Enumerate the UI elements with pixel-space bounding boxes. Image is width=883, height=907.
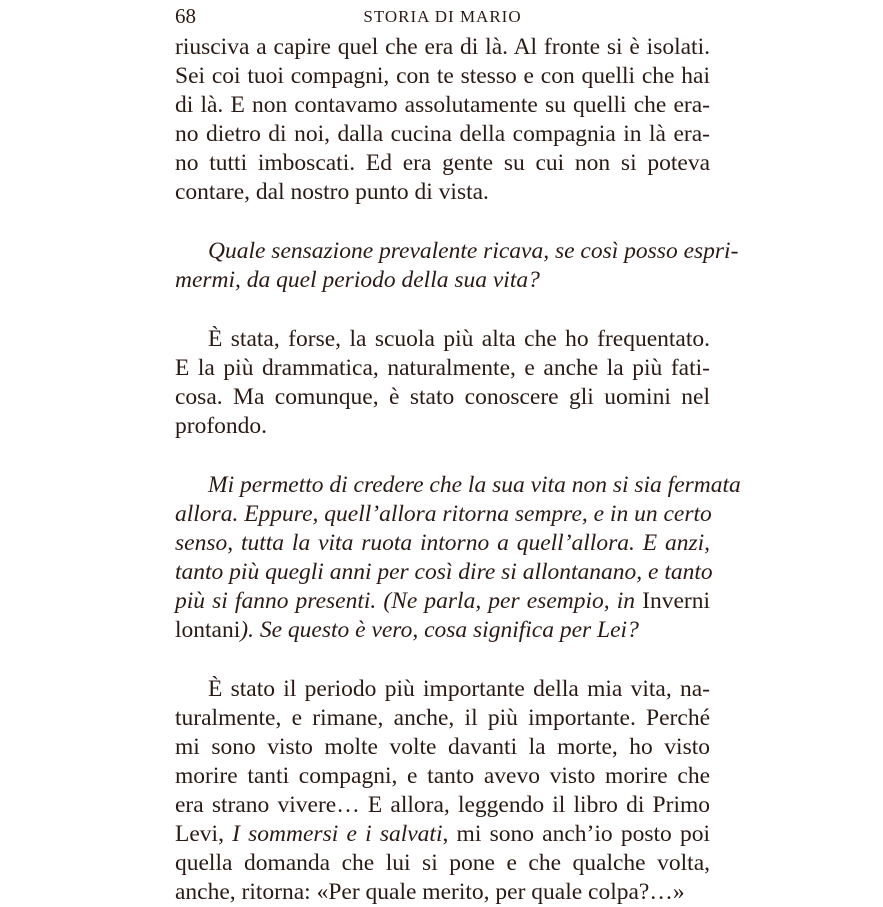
text-line: mi sono visto molte volte davanti la morte, ho visto [175, 734, 710, 760]
book-title: I sommersi e i salvati [232, 821, 443, 847]
text-line: riusciva a capire quel che era di là. Al fronte si è isolati. [175, 34, 710, 60]
text-line: turalmente, e rimane, anche, il più importante. Perché [175, 705, 710, 731]
text-line: quella domanda che lui si pone e che qualche volta, [175, 850, 710, 876]
page-body [175, 33, 741, 907]
text-line: anche, ritorna: «Per quale merito, per quale colpa?…» [175, 879, 685, 905]
text-line: Sei coi tuoi compagni, con te stesso e con quelli che hai [175, 63, 710, 89]
text-run: Levi, [175, 821, 233, 847]
text-line [175, 587, 710, 616]
question-paragraph [175, 471, 741, 645]
answer-paragraph [175, 675, 710, 907]
book-title: lontani [175, 617, 241, 643]
text-line: era strano vivere… E allora, leggendo il libro di Primo [175, 792, 710, 818]
question-paragraph [175, 237, 739, 295]
text-line: mermi, da quel periodo della sua vita? [175, 267, 540, 293]
text-line [175, 820, 710, 849]
answer-paragraph [175, 33, 710, 207]
running-title: STORIA DI MARIO [363, 7, 522, 26]
page-number: 68 [175, 4, 196, 28]
text-line [175, 616, 710, 645]
text-line: allora. Eppure, quell’allora ritorna sempre, e in un certo [175, 501, 712, 527]
text-line: cosa. Ma comunque, è stato conoscere gli uomini nel [175, 384, 710, 410]
text-line: contare, dal nostro punto di vista. [175, 179, 489, 205]
answer-paragraph [175, 325, 710, 441]
text-line: Mi permetto di credere che la sua vita non si sia fermata [208, 472, 741, 498]
text-line: Quale sensazione prevalente ricava, se così posso espri- [208, 238, 739, 264]
text-run: ). Se questo è vero, cosa significa per Lei? [240, 617, 639, 643]
text-line: no tutti imboscati. Ed era gente su cui non si poteva [175, 150, 710, 176]
text-line: tanto più quegli anni per così dire si allontanano, e tanto [175, 559, 713, 585]
text-line: È stata, forse, la scuola più alta che ho frequentato. [208, 326, 710, 352]
running-header [175, 3, 710, 29]
text-line: senso, tutta la vita ruota intorno a quell’allora. E anzi, [175, 530, 710, 556]
text-line: di là. E non contavamo assolutamente su quelli che era- [175, 92, 710, 118]
text-line: no dietro di noi, dalla cucina della compagnia in là era- [175, 121, 710, 147]
text-run: , mi sono anch’io posto poi [442, 821, 710, 847]
book-title: Inverni [642, 588, 710, 614]
text-line: È stato il periodo più importante della mia vita, na- [208, 676, 710, 702]
text-line: morire tanti compagni, e tanto avevo visto morire che [175, 763, 710, 789]
text-line: E la più drammatica, naturalmente, e anche la più fati- [175, 355, 710, 381]
text-line: profondo. [175, 413, 268, 439]
text-run: più si fanno presenti. (Ne parla, per esempio, in [175, 588, 643, 614]
